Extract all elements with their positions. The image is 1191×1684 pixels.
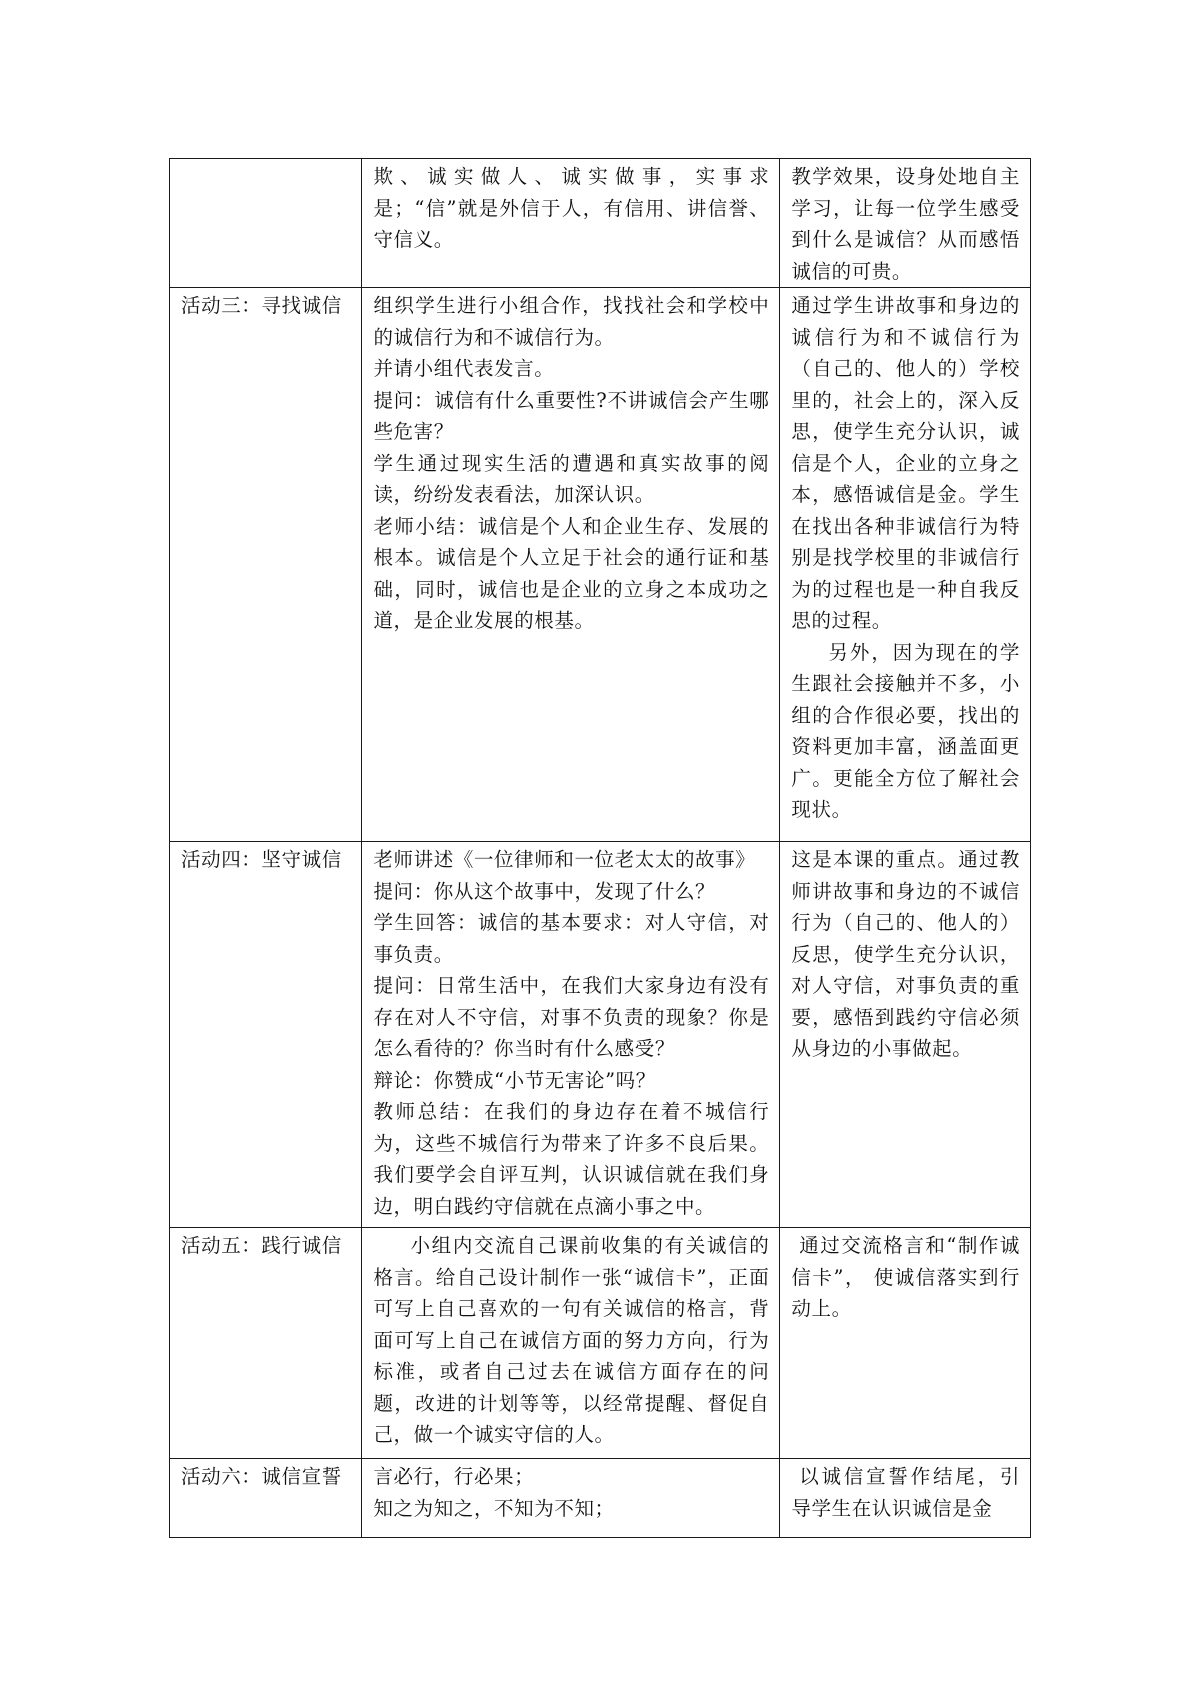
- activity-name: 活动三：寻找诚信: [181, 294, 342, 317]
- content-paragraph: 辩论：你赞成“小节无害论”吗？: [373, 1068, 656, 1092]
- content-paragraph: 提问：诚信有什么重要性?不讲诚信会产生哪些危害？: [373, 388, 770, 443]
- activity-cell: [170, 1228, 362, 1459]
- activity-cell: [170, 842, 362, 1228]
- intent-cell: [780, 159, 1031, 288]
- content-cell: [362, 288, 780, 842]
- content-paragraph: 知之为知之，不知为不知；: [373, 1496, 615, 1520]
- table-row: [170, 288, 1031, 842]
- activity-name: 活动五：践行诚信: [181, 1234, 342, 1257]
- activity-cell: [170, 1459, 362, 1538]
- content-paragraph: 提问：你从这个故事中，发现了什么？: [373, 879, 716, 903]
- intent-paragraph: 另外，因为现在的学生跟社会接触并不多，小组的合作很必要，找出的资料更加丰富，涵盖面更广。更能全方位了解社会现状。: [791, 640, 1020, 821]
- content-cell: [362, 1459, 780, 1538]
- table-row: [170, 842, 1031, 1228]
- intent-paragraph: 通过交流格言和“制作诚信卡”， 使诚信落实到行动上。: [791, 1234, 1020, 1320]
- activity-name: 活动六：诚信宣誓: [181, 1465, 342, 1488]
- table-row: [170, 1228, 1031, 1459]
- table-row: [170, 1459, 1031, 1538]
- content-paragraph: 老师小结：诚信是个人和企业生存、发展的根本。诚信是个人立足于社会的通行证和基础，同时，诚信也是企业的立身之本成功之道，是企业发展的根基。: [373, 514, 770, 632]
- content-paragraph: 欺、诚实做人、诚实做事，实事求是；“信”就是外信于人，有信用、讲信誉、守信义。: [373, 165, 770, 251]
- lesson-plan-table: [169, 158, 1031, 1538]
- intent-cell: [780, 842, 1031, 1228]
- table-row: [170, 159, 1031, 288]
- intent-paragraph: 这是本课的重点。通过教师讲故事和身边的不诚信行为（自己的、他人的）反思，使学生充分认识，对人守信，对事负责的重要，感悟到践约守信必须从身边的小事做起。: [791, 848, 1020, 1060]
- intent-paragraph: 通过学生讲故事和身边的诚信行为和不诚信行为（自己的、他人的）学校里的，社会上的，深入反思，使学生充分认识，诚信是个人，企业的立身之本，感悟诚信是金。学生在找出各种非诚信行为特别是找学校里的非诚信行为的过程也是一种自我反思的过程。: [791, 294, 1020, 632]
- intent-cell: [780, 1228, 1031, 1459]
- content-paragraph: 学生回答：诚信的基本要求：对人守信，对事负责。: [373, 911, 770, 966]
- intent-paragraph: 教学效果，设身处地自主学习，让每一位学生感受到什么是诚信？从而感悟诚信的可贵。: [791, 165, 1020, 283]
- intent-cell: [780, 288, 1031, 842]
- intent-paragraph: 以诚信宣誓作结尾，引导学生在认识诚信是金: [791, 1465, 1020, 1520]
- content-cell: [362, 159, 780, 288]
- content-paragraph: 小组内交流自己课前收集的有关诚信的格言。给自己设计制作一张“诚信卡”，正面可写上自己喜欢的一句有关诚信的格言，背面可写上自己在诚信方面的努力方向，行为标准，或者自己过去在诚信方面存在的问题，改进的计划等等，以经常提醒、督促自己，做一个诚实守信的人。: [373, 1234, 770, 1446]
- content-paragraph: 老师讲述《一位律师和一位老太太的故事》: [373, 848, 756, 871]
- content-paragraph: 并请小组代表发言。: [373, 357, 555, 380]
- content-paragraph: 提问：日常生活中，在我们大家身边有没有存在对人不守信，对事不负责的现象？你是怎么看待的？你当时有什么感受？: [373, 974, 770, 1060]
- content-paragraph: 教师总结：在我们的身边存在着不城信行为，这些不城信行为带来了许多不良后果。我们要学会自评互判，认识诚信就在我们身边，明白践约守信就在点滴小事之中。: [373, 1100, 770, 1218]
- content-paragraph: 言必行，行必果；: [373, 1465, 535, 1488]
- activity-name: 活动四：坚守诚信: [181, 848, 342, 871]
- content-cell: [362, 1228, 780, 1459]
- content-paragraph: 学生通过现实生活的遭遇和真实故事的阅读，纷纷发表看法，加深认识。: [373, 451, 770, 506]
- content-paragraph: 组织学生进行小组合作，找找社会和学校中的诚信行为和不诚信行为。: [373, 294, 770, 349]
- content-cell: [362, 842, 780, 1228]
- intent-cell: [780, 1459, 1031, 1538]
- activity-cell: [170, 159, 362, 288]
- activity-cell: [170, 288, 362, 842]
